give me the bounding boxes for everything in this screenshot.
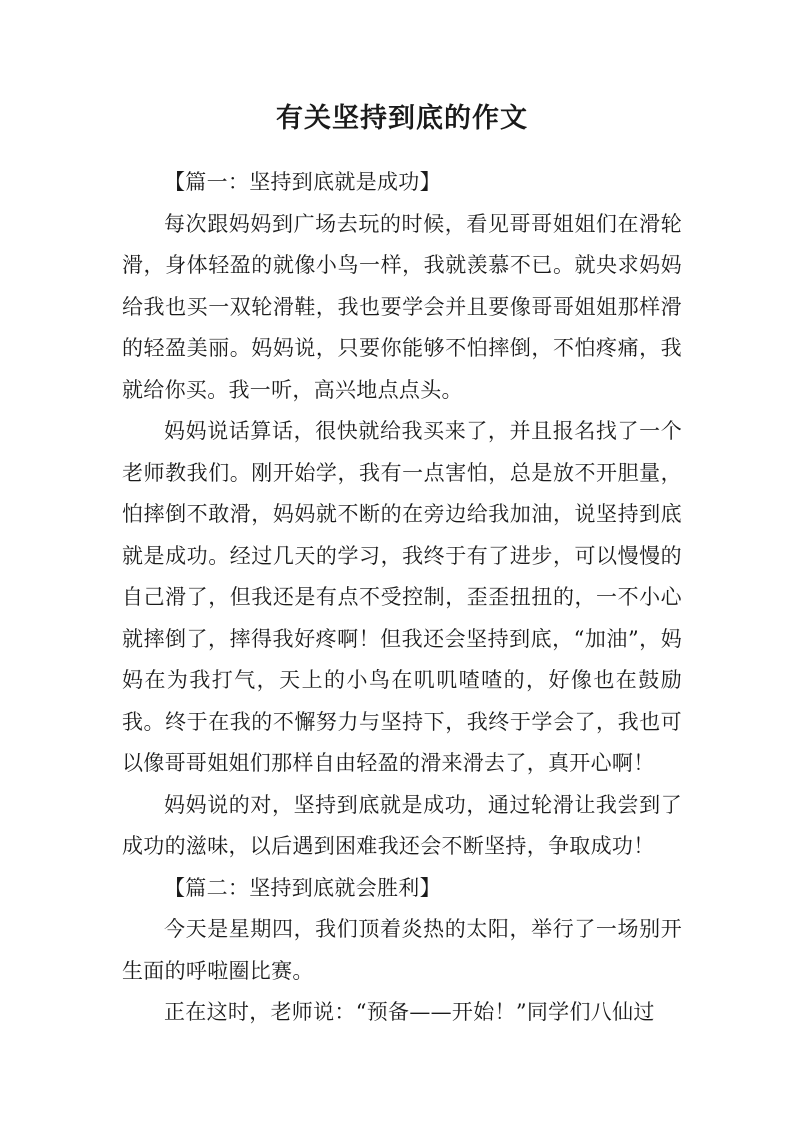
paragraph-2: 妈妈说话算话，很快就给我买来了，并且报名找了一个老师教我们。刚开始学，我有一点害怕，总是放不开胆量，怕摔倒不敢滑，妈妈就不断的在旁边给我加油，说坚持到底就是成功。经过几天的学习，我终于有了进步，可以慢慢的自己滑了，但我还是有点不受控制，歪歪扭扭的，一不小心就摔倒了，摔得我好疼啊！但我还会坚持到底，“加油”，妈妈在为我打气，天上的小鸟在叽叽喳喳的，好像也在鼓励我。终于在我的不懈努力与坚持下，我终于学会了，我也可以像哥哥姐姐们那样自由轻盈的滑来滑去了，真开心啊！ <box>122 419 682 775</box>
paragraph-3: 妈妈说的对，坚持到底就是成功，通过轮滑让我尝到了成功的滋味，以后遇到困难我还会不断坚持，争取成功！ <box>122 792 682 858</box>
paragraph-5: 正在这时，老师说：“预备——开始！”同学们八仙过 <box>164 1000 655 1024</box>
section-heading-2: 【篇二：坚持到底就会胜利】 <box>164 875 441 900</box>
section-heading-1: 【篇一：坚持到底就是成功】 <box>164 170 441 194</box>
paragraph-4: 今天是星期四，我们顶着炎热的太阳，举行了一场别开生面的呼啦圈比赛。 <box>122 917 682 983</box>
paragraph-1: 每次跟妈妈到广场去玩的时候，看见哥哥姐姐们在滑轮滑，身体轻盈的就像小鸟一样，我就羡慕不已。就央求妈妈给我也买一双轮滑鞋，我也要学会并且要像哥哥姐姐那样滑的轻盈美丽。妈妈说，只要你能够不怕摔倒，不怕疼痛，我就给你买。我一听，高兴地点点头。 <box>122 211 682 402</box>
document-title: 有关坚持到底的作文 <box>276 103 528 134</box>
